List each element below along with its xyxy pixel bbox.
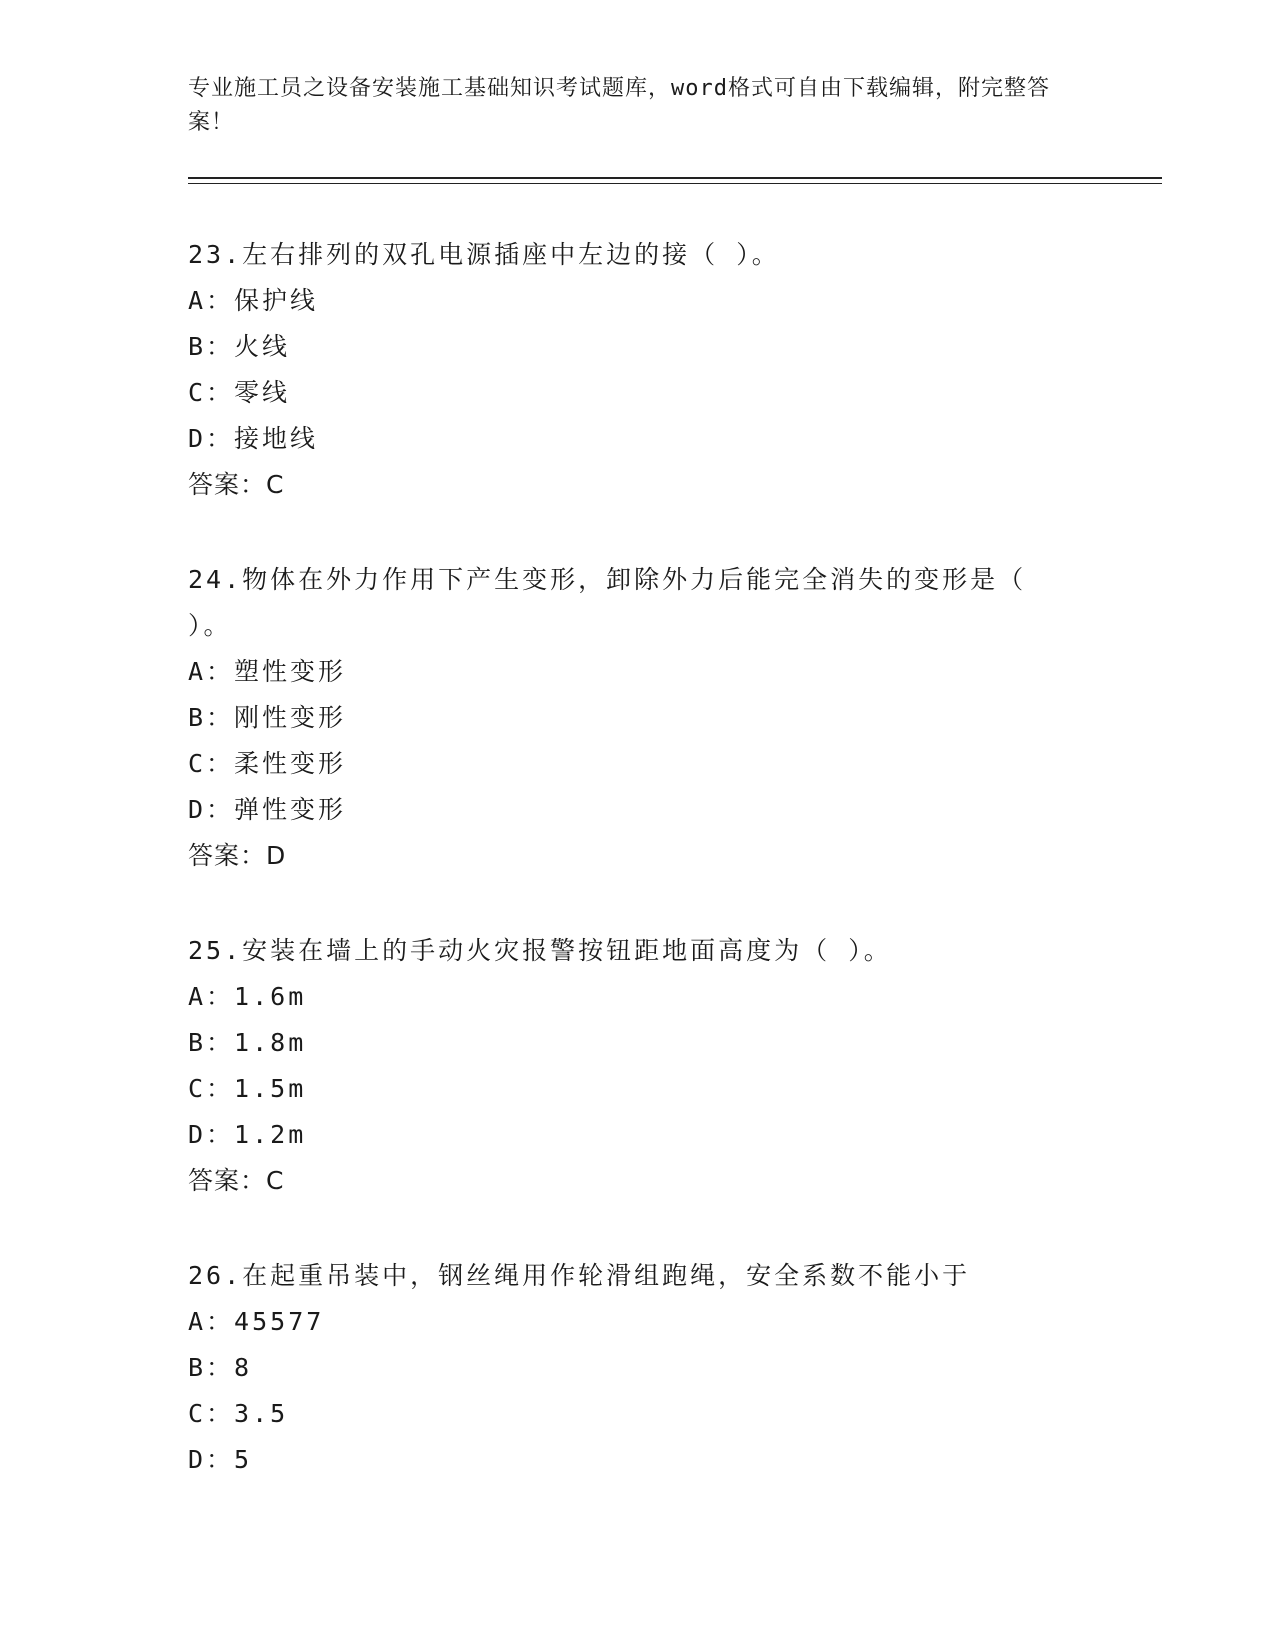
header-divider-thin <box>188 183 1162 184</box>
option-c: C：零线 <box>188 378 291 407</box>
option-a: A：保护线 <box>188 286 319 315</box>
answer-line: 答案：C <box>188 1166 285 1195</box>
option-c: C：柔性变形 <box>188 749 347 778</box>
option-c: C：1.5m <box>188 1074 307 1103</box>
question-stem: 25.安装在墙上的手动火灾报警按钮距地面高度为（ ）。 <box>188 936 892 965</box>
option-b: B：1.8m <box>188 1028 307 1057</box>
option-c: C：3.5 <box>188 1399 289 1428</box>
option-b: B：刚性变形 <box>188 703 347 732</box>
option-b: B：8 <box>188 1353 253 1382</box>
answer-line: 答案：D <box>188 841 287 870</box>
header-divider-thick <box>188 177 1162 179</box>
question-stem: 23.左右排列的双孔电源插座中左边的接（ ）。 <box>188 240 780 269</box>
question-23 <box>188 232 1078 508</box>
question-list <box>188 232 1078 1532</box>
question-stem: 26.在起重吊装中，钢丝绳用作轮滑组跑绳，安全系数不能小于 <box>188 1261 971 1290</box>
question-stem: 24.物体在外力作用下产生变形，卸除外力后能完全消失的变形是（ ）。 <box>188 565 1027 640</box>
option-a: A：塑性变形 <box>188 657 347 686</box>
option-b: B：火线 <box>188 332 291 361</box>
answer-line: 答案：C <box>188 470 285 499</box>
option-d: D：1.2m <box>188 1120 307 1149</box>
question-25 <box>188 928 1078 1204</box>
document-header: 专业施工员之设备安装施工基础知识考试题库，word格式可自由下载编辑，附完整答案！ <box>188 76 1050 135</box>
option-d: D：弹性变形 <box>188 795 347 824</box>
option-a: A：1.6m <box>188 982 307 1011</box>
option-d: D：5 <box>188 1445 253 1474</box>
question-26 <box>188 1253 1078 1483</box>
option-d: D：接地线 <box>188 424 319 453</box>
option-a: A：45577 <box>188 1307 325 1336</box>
question-24 <box>188 557 1078 879</box>
